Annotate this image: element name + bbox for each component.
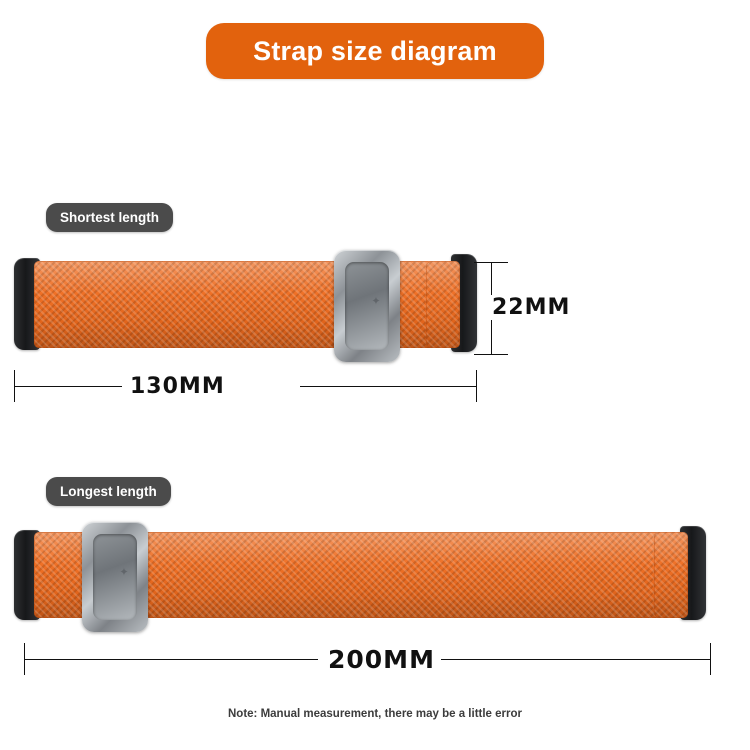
measurement-disclaimer: Note: Manual measurement, there may be a little error — [228, 708, 522, 720]
dimension-line-shortest-right — [300, 386, 476, 387]
dimension-line-shortest-left — [14, 386, 122, 387]
label-longest-length — [46, 477, 171, 506]
label-shortest-length-text: Shortest length — [60, 210, 160, 225]
label-shortest-length — [46, 203, 173, 232]
strap-band-fold — [654, 532, 688, 618]
page-title: Strap size diagram — [253, 35, 497, 66]
label-longest-length-text: Longest length — [60, 484, 157, 499]
strap-buckle-logo-icon: ✦ — [370, 295, 384, 306]
strap-buckle-opening — [93, 534, 137, 620]
dimension-tick-longest-left — [24, 643, 25, 675]
page-title-banner — [206, 23, 544, 79]
strap-band-fold — [426, 261, 460, 348]
dimension-label-longest: 200MM — [322, 645, 441, 674]
dimension-line-longest-left — [24, 659, 318, 660]
dimension-line-longest-right — [428, 659, 710, 660]
strap-buckle — [334, 250, 400, 362]
strap-longest-illustration — [14, 518, 714, 630]
strap-shortest-illustration — [14, 248, 494, 360]
strap-buckle-opening — [345, 262, 389, 350]
dimension-tick-width-top — [474, 262, 508, 263]
dimension-tick-shortest-right — [476, 370, 477, 402]
dimension-label-width: 22MM — [486, 295, 576, 320]
strap-buckle-logo-icon: ✦ — [118, 566, 132, 577]
dimension-tick-shortest-left — [14, 370, 15, 402]
dimension-tick-width-bottom — [474, 354, 508, 355]
dimension-tick-longest-right — [710, 643, 711, 675]
strap-buckle — [82, 522, 148, 632]
dimension-label-shortest: 130MM — [124, 374, 231, 399]
